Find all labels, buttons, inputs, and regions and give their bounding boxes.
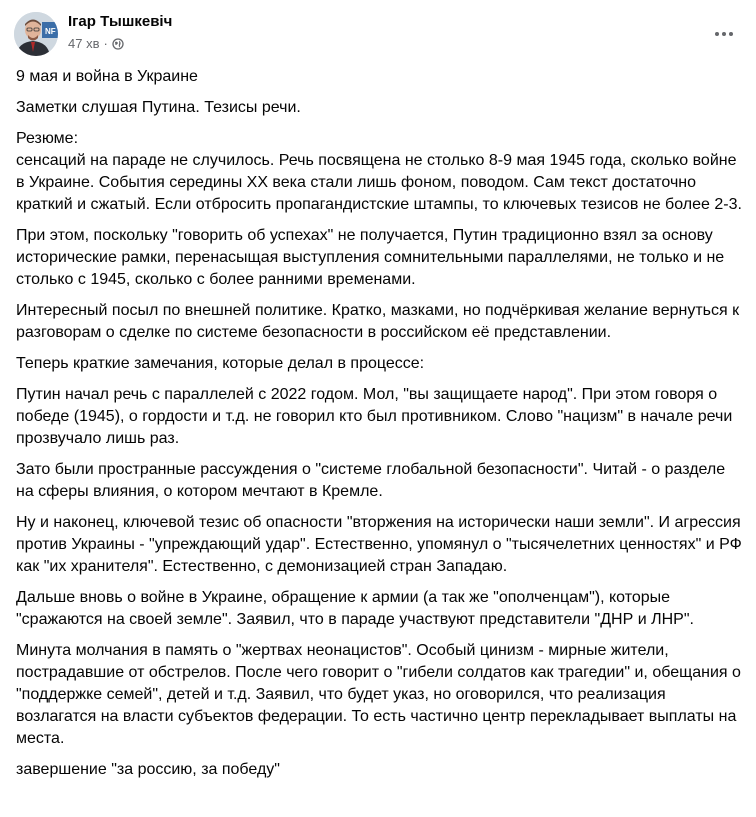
post-paragraph: При этом, поскольку "говорить об успехах" не получается, Путин традиционно взял за основу исторические рамки, перенасыщая выступления сомнительными параллелями, не только и не столько с 1945, сколько с более ранними временами. — [16, 227, 725, 288]
avatar-image — [14, 12, 58, 56]
post-timestamp[interactable]: 47 хв — [68, 36, 100, 51]
post-header — [14, 12, 742, 60]
post-paragraph: Дальше вновь о войне в Украине, обращение к армии (а так же "ополченцам"), которые "сражаются на своей земле". Заявил, что в параде участвуют представители "ДНР и ЛНР". — [16, 589, 694, 628]
author-name[interactable]: Ігар Тышкевіч — [68, 13, 173, 30]
avatar-overlay-text: NF — [45, 27, 56, 36]
post-paragraph: Ну и наконец, ключевой тезис об опасности "вторжения на исторически наши земли". И агрессия против Украины - "упреждающий удар". Естественно, упомянул о "тысячелетних ценностях" и РФ как "их хранителя". Естественно, с демонизацией стран Западаю. — [16, 514, 742, 575]
post-paragraph: Заметки слушая Путина. Тезисы речи. — [16, 99, 301, 116]
globe-icon[interactable] — [112, 38, 124, 50]
post-paragraph: Минута молчания в память о "жертвах неонацистов". Особый цинизм - мирные жители, пострадавшие от обстрелов. После чего говорит о "гибели солдатов как трагедии" и, обещания о "поддержке семей", детей и т.д. Заявил, что будет указ, но оговорился, что реализация возлагатся на власти субъектов федерации. То есть частично центр перекладывает выплаты на места. — [16, 642, 741, 747]
post-paragraph: Путин начал речь с параллелей с 2022 годом. Мол, "вы защищаете народ". При этом говоря о победе (1945), о гордости и т.д. не говорил кто был противником. Слово "нацизм" в начале речи прозвучало лишь раз. — [16, 386, 733, 447]
post-paragraph: Интересный посыл по внешней политике. Кратко, мазками, но подчёркивая желание вернуться к разговорам о сделке по системе безопасности в российском её представлении. — [16, 302, 740, 341]
post-paragraph: 9 мая и война в Украине — [16, 68, 198, 85]
post-paragraph: Резюме: сенсаций на параде не случилось. Речь посвящена не столько 8-9 мая 1945 года, сколько войне в Украине. События середины XX века стали лишь фоном, поводом. Сам текст достаточно краткий и сжатый. Если отбросить пропагандистские штампы, то ключевых тезисов не более 2-3. — [16, 130, 742, 213]
post-paragraph: Теперь краткие замечания, которые делал в процессе: — [16, 355, 425, 372]
meta-separator: · — [103, 36, 108, 51]
avatar[interactable] — [14, 12, 58, 56]
post-paragraph: Зато были пространные рассуждения о "системе глобальной безопасности". Читай - о разделе на сферы влияния, о котором мечтают в Кремле. — [16, 461, 726, 500]
post-text — [16, 66, 744, 790]
post-meta — [68, 36, 124, 51]
post-paragraph: завершение "за россию, за победу" — [16, 761, 280, 778]
more-options-button[interactable] — [710, 20, 738, 48]
more-horizontal-icon — [715, 32, 733, 36]
